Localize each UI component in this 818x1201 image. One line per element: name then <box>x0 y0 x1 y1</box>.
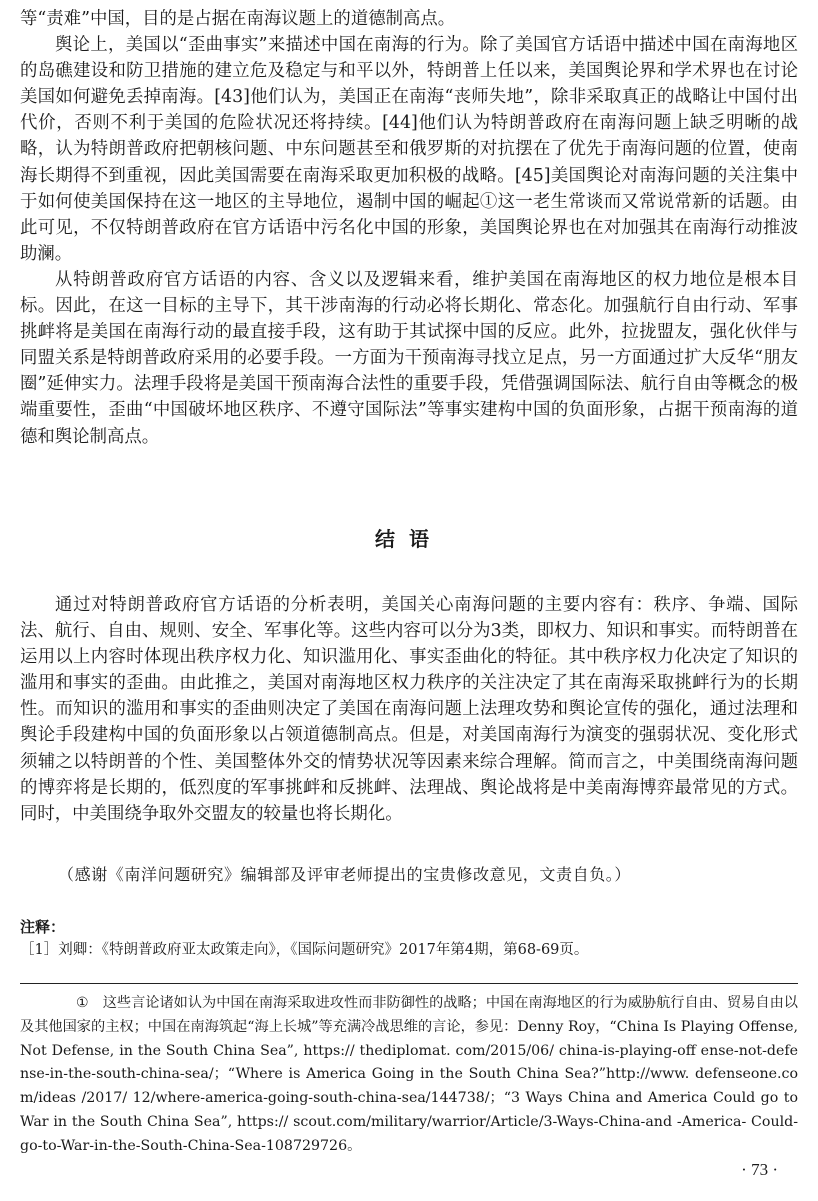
notes-title: 注释： <box>20 918 66 936</box>
body-paragraph-public-opinion: 舆论上，美国以“歪曲事实”来描述中国在南海的行为。除了美国官方话语中描述中国在南海地区的岛礁建设和防卫措施的建立危及稳定与和平以外，特朗普上任以来，美国舆论界和学术界也在讨论美国如何避免丢掉南海。[43]他们认为，美国正在南海“丧师失地”，除非采取真正的战略让中国付出代价，否则不利于美国的危险状况还将持续。[44]他们认为特朗普政府在南海问题上缺乏明晰的战略，认为特朗普政府把朝核问题、中东问题甚至和俄罗斯的对抗摆在了优先于南海问题的位置，使南海长期得不到重视，因此美国需要在南海采取更加积极的战略。[45]美国舆论对南海问题的关注集中于如何使美国保持在这一地区的主导地位，遏制中国的崛起①这一老生常谈而又常说常新的话题。由此可见，不仅特朗普政府在官方话语中污名化中国的形象，美国舆论界也在对加强其在南海行动推波助澜。 <box>20 35 798 264</box>
reference-item: ［1］刘卿：《特朗普政府亚太政策走向》，《国际问题研究》2017年第4期，第68-69页。 <box>20 942 589 958</box>
footnote-mark: ① <box>76 995 89 1011</box>
acknowledgement: （感谢《南洋问题研究》编辑部及评审老师提出的宝贵修改意见，文责自负。） <box>58 865 632 884</box>
footnote <box>20 992 798 1159</box>
body-paragraph-official-discourse: 从特朗普政府官方话语的内容、含义以及逻辑来看，维护美国在南海地区的权力地位是根本目标。因此，在这一目标的主导下，其干涉南海的行动必将长期化、常态化。加强航行自由行动、军事挑衅将是美国在南海行动的最直接手段，这有助于其试探中国的反应。此外，拉拢盟友，强化伙伴与同盟关系是特朗普政府采用的必要手段。一方面为干预南海寻找立足点，另一方面通过扩大反华“朋友圈”延伸实力。法理手段将是美国干预南海合法性的重要手段，凭借强调国际法、航行自由等概念的极端重要性，歪曲“中国破坏地区秩序、不遵守国际法”等事实建构中国的负面形象，占据干预南海的道德和舆论制高点。 <box>20 269 798 447</box>
conclusion-section <box>20 592 798 827</box>
page-number: · 73 · <box>741 1160 778 1179</box>
conclusion-heading: 结语 <box>375 527 443 551</box>
footnote-text: 这些言论诸如认为中国在南海采取进攻性而非防御性的战略；中国在南海地区的行为威胁航行自由、贸易自由以及其他国家的主权；中国在南海筑起“海上长城”等充满冷战思维的言论，参见：Denny Roy，“China Is Playing Offense, Not Defense, in the South China Sea”, https:// thediplomat. com/2015/06/ china-is-playing-off ense-not-defense-in-the-south-china-sea/；“Where is America Going in the South China Sea?”http://www. defenseone.com/ideas /2017/ 12/where-america-going-south-china-sea/144738/；“3 Ways China and America Could go to War in the South China Sea”, https:// scout.com/military/warrior/Article/3-Ways-China-and -America- Could-go-to-War-in-the-South-China-Sea-108729726。 <box>20 995 798 1154</box>
conclusion-paragraph: 通过对特朗普政府官方话语的分析表明，美国关心南海问题的主要内容有：秩序、争端、国际法、航行、自由、规则、安全、军事化等。这些内容可以分为3类，即权力、知识和事实。而特朗普在运用以上内容时体现出秩序权力化、知识滥用化、事实歪曲化的特征。其中秩序权力化决定了知识的滥用和事实的歪曲。由此推之，美国对南海地区权力秩序的关注决定了其在南海采取挑衅行为的长期性。而知识的滥用和事实的歪曲则决定了美国在南海问题上法理攻势和舆论宣传的强化，通过法理和舆论手段建构中国的负面形象以占领道德制高点。但是，对美国南海行为演变的强弱状况、变化形式须辅之以特朗普的个性、美国整体外交的情势状况等因素来综合理解。简而言之，中美围绕南海问题的博弈将是长期的，低烈度的军事挑衅和反挑衅、法理战、舆论战将是中美南海博弈最常见的方式。同时，中美围绕争取外交盟友的较量也将长期化。 <box>20 595 798 824</box>
body-paragraph-continued: 等“责难”中国，目的是占据在南海议题上的道德制高点。 <box>20 9 456 29</box>
footnote-divider <box>20 983 798 984</box>
